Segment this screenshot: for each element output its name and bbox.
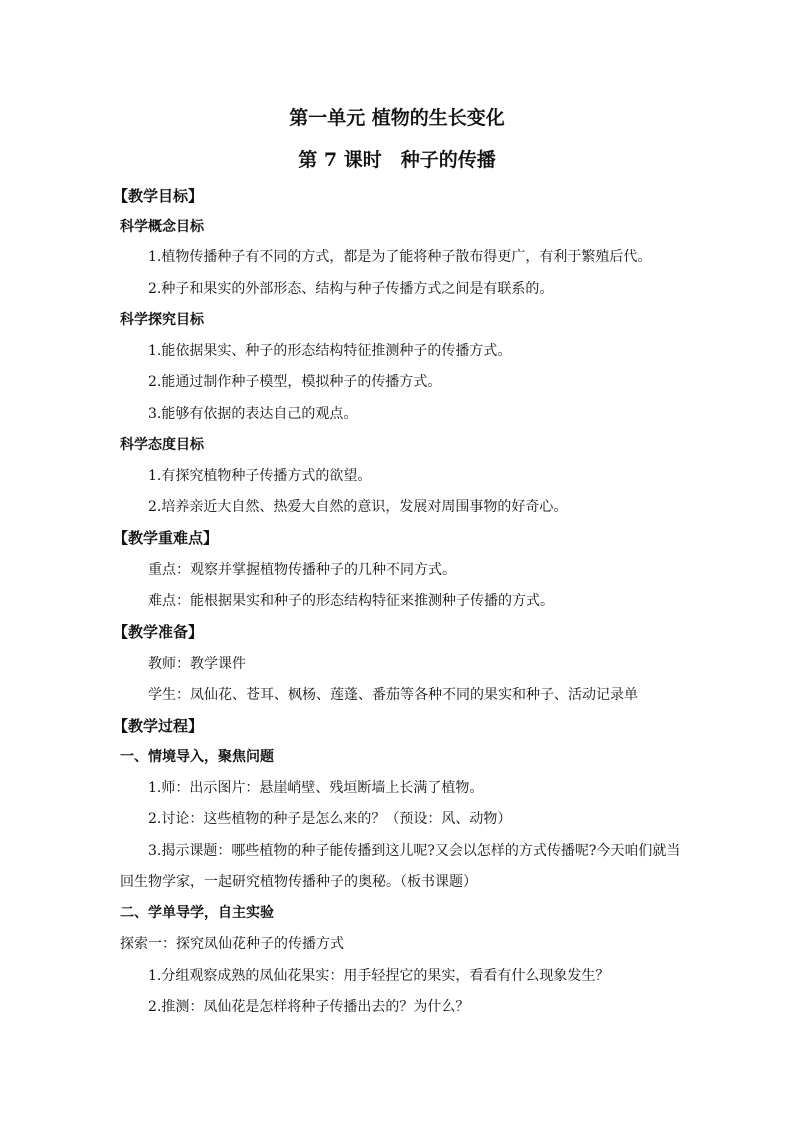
part2-item: 2.推测：凤仙花是怎样将种子传播出去的？为什么？ bbox=[148, 999, 470, 1015]
part2-heading: 二、学单导学，自主实验 bbox=[120, 905, 274, 921]
inquiry-goal-item: 1.能依据果实、种子的形态结构特征推测种子的传播方式。 bbox=[148, 343, 512, 359]
part1-item: 3.揭示课题：哪些植物的种子能传播到这儿呢?又会以怎样的方式传播呢?今天咱们就当 bbox=[148, 843, 681, 859]
attitude-goal-item: 2.培养亲近大自然、热爱大自然的意识，发展对周围事物的好奇心。 bbox=[148, 499, 568, 515]
part1-item: 2.讨论：这些植物的种子是怎么来的？（预设：风、动物） bbox=[148, 811, 512, 827]
unit-title: 第一单元 植物的生长变化 bbox=[289, 107, 505, 129]
preparation-heading: 【教学准备】 bbox=[113, 623, 204, 641]
process-heading: 【教学过程】 bbox=[113, 717, 204, 735]
part2-item: 1.分组观察成熟的凤仙花果实：用手轻捏它的果实，看看有什么现象发生？ bbox=[148, 968, 610, 984]
lesson-title: 第 7 课时 种子的传播 bbox=[298, 149, 496, 171]
part1-item: 1.师：出示图片：悬崖峭壁、残垣断墙上长满了植物。 bbox=[148, 780, 484, 796]
part1-item-continuation: 回生物学家，一起研究植物传播种子的奥秘。（板书课题） bbox=[120, 874, 477, 890]
inquiry-goal-item: 2.能通过制作种子模型，模拟种子的传播方式。 bbox=[148, 374, 442, 390]
explore-one-heading: 探索一：探究凤仙花种子的传播方式 bbox=[120, 936, 344, 952]
difficulty-item: 难点：能根据果实和种子的形态结构特征来推测种子传播的方式。 bbox=[148, 593, 554, 609]
part1-heading: 一、情境导入，聚焦问题 bbox=[120, 749, 274, 765]
attitude-goal-item: 1.有探究植物种子传播方式的欲望。 bbox=[148, 468, 372, 484]
concept-goal-item: 2.种子和果实的外部形态、结构与种子传播方式之间是有联系的。 bbox=[148, 281, 554, 297]
concept-goals-heading: 科学概念目标 bbox=[120, 219, 204, 235]
inquiry-goals-heading: 科学探究目标 bbox=[120, 312, 204, 328]
preparation-item: 教师：教学课件 bbox=[148, 656, 246, 672]
key-point-item: 重点：观察并掌握植物传播种子的几种不同方式。 bbox=[148, 562, 456, 578]
key-points-heading: 【教学重难点】 bbox=[113, 529, 219, 547]
preparation-item: 学生：凤仙花、苍耳、枫杨、莲蓬、番茄等各种不同的果实和种子、活动记录单 bbox=[148, 687, 638, 703]
attitude-goals-heading: 科学态度目标 bbox=[120, 437, 204, 453]
inquiry-goal-item: 3.能够有依据的表达自己的观点。 bbox=[148, 406, 358, 422]
goals-heading: 【教学目标】 bbox=[113, 187, 204, 205]
concept-goal-item: 1.植物传播种子有不同的方式，都是为了能将种子散布得更广，有利于繁殖后代。 bbox=[148, 249, 652, 265]
